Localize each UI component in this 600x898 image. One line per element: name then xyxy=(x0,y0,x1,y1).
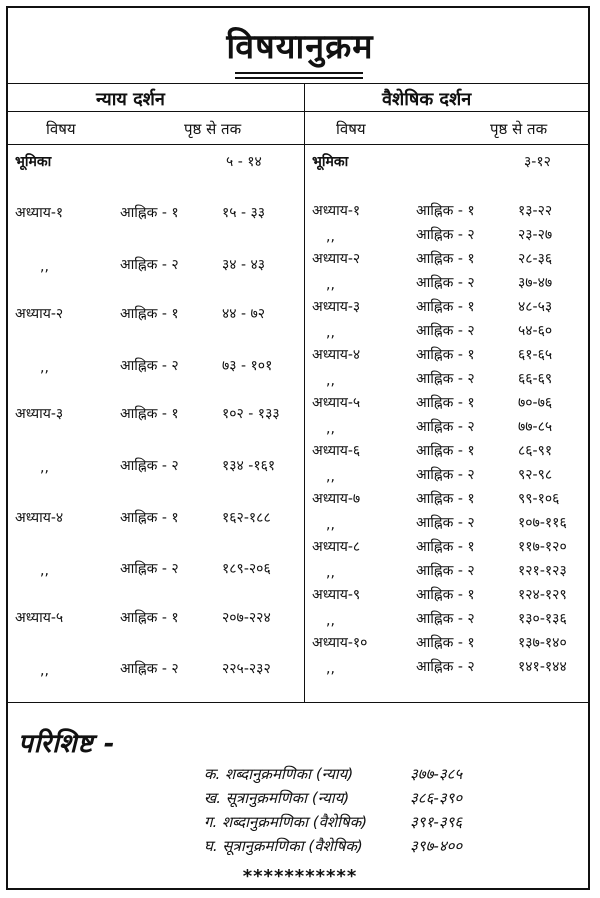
title-underline-bottom xyxy=(235,77,363,79)
vaisheshika-row-10-ahnika: आह्निक - २ xyxy=(416,419,475,435)
vaisheshika-row-17-pages: १२४-१२९ xyxy=(518,587,567,603)
vaisheshika-row-12-ahnika: आह्निक - २ xyxy=(416,467,475,483)
nyaya-row-8-adhyaya: ,, xyxy=(40,563,49,579)
vaisheshika-row-13-adhyaya: अध्याय-७ xyxy=(312,491,361,507)
nyaya-heading: न्याय दर्शन xyxy=(96,89,165,110)
title-underline-top xyxy=(235,72,363,74)
nyaya-row-6-adhyaya: ,, xyxy=(40,460,49,476)
footer-stars: *********** xyxy=(242,866,358,887)
vaisheshika-row-8-ahnika: आह्निक - २ xyxy=(416,371,475,387)
column-heading-rule xyxy=(8,144,588,145)
appendix-item-3-pages: ३९७-४०० xyxy=(410,837,463,855)
nyaya-col-pages: पृष्ठ से तक xyxy=(184,120,242,138)
vaisheshika-row-17-ahnika: आह्निक - १ xyxy=(416,587,475,603)
vaisheshika-row-19-adhyaya: अध्याय-१० xyxy=(312,635,368,651)
nyaya-row-5-ahnika: आह्निक - १ xyxy=(120,406,179,422)
vaisheshika-row-5-ahnika: आह्निक - १ xyxy=(416,299,475,315)
nyaya-row-1-ahnika: आह्निक - १ xyxy=(120,205,179,221)
nyaya-row-6-pages: १३४ -१६१ xyxy=(222,458,276,474)
nyaya-row-4-pages: ७३ - १०१ xyxy=(222,358,273,374)
vaisheshika-row-5-pages: ४८-५३ xyxy=(518,299,553,315)
appendix-item-3-name: घ. सूत्रानुक्रमणिका (वैशेषिक) xyxy=(204,837,363,855)
vaisheshika-heading: वैशेषिक दर्शन xyxy=(382,89,472,110)
vaisheshika-row-11-pages: ८६-९१ xyxy=(518,443,553,459)
appendix-item-2-pages: ३९१-३९६ xyxy=(410,813,463,831)
vaisheshika-row-1-ahnika: आह्निक - १ xyxy=(416,203,475,219)
vaisheshika-row-1-pages: १३-२२ xyxy=(518,203,553,219)
nyaya-row-9-adhyaya: अध्याय-५ xyxy=(15,610,64,626)
nyaya-row-10-pages: २२५-२३२ xyxy=(222,661,271,677)
nyaya-row-6-ahnika: आह्निक - २ xyxy=(120,458,179,474)
nyaya-row-8-ahnika: आह्निक - २ xyxy=(120,561,179,577)
vaisheshika-row-17-adhyaya: अध्याय-९ xyxy=(312,587,361,603)
nyaya-row-7-adhyaya: अध्याय-४ xyxy=(15,510,64,526)
nyaya-row-4-ahnika: आह्निक - २ xyxy=(120,358,179,374)
vaisheshika-row-0-pages: ३-१२ xyxy=(524,154,551,170)
nyaya-row-3-ahnika: आह्निक - १ xyxy=(120,306,179,322)
vaisheshika-row-15-pages: ११७-१२० xyxy=(518,539,567,555)
appendix-item-2-name: ग. शब्दानुक्रमणिका (वैशेषिक) xyxy=(204,813,368,831)
vaisheshika-row-6-adhyaya: ,, xyxy=(326,325,335,341)
appendix-item-1-name: ख. सूत्रानुक्रमणिका (न्याय) xyxy=(204,789,350,807)
vaisheshika-row-12-pages: ९२-९८ xyxy=(518,467,553,483)
nyaya-row-7-ahnika: आह्निक - १ xyxy=(120,510,179,526)
nyaya-row-0-pages: ५ - १४ xyxy=(226,154,262,170)
vaisheshika-row-4-ahnika: आह्निक - २ xyxy=(416,275,475,291)
vaisheshika-row-9-adhyaya: अध्याय-५ xyxy=(312,395,361,411)
nyaya-row-3-pages: ४४ - ७२ xyxy=(222,306,266,322)
appendix-item-0-pages: ३७७-३८५ xyxy=(410,765,463,783)
vaisheshika-row-18-ahnika: आह्निक - २ xyxy=(416,611,475,627)
vaisheshika-row-2-pages: २३-२७ xyxy=(518,227,553,243)
vaisheshika-row-12-adhyaya: ,, xyxy=(326,469,335,485)
nyaya-row-4-adhyaya: ,, xyxy=(40,360,49,376)
nyaya-col-subject: विषय xyxy=(46,120,76,138)
table-bottom-rule xyxy=(8,702,588,703)
nyaya-row-5-adhyaya: अध्याय-३ xyxy=(15,406,64,422)
vaisheshika-row-14-adhyaya: ,, xyxy=(326,517,335,533)
nyaya-row-8-pages: १८९-२०६ xyxy=(222,561,271,577)
vaisheshika-row-14-pages: १०७-११६ xyxy=(518,515,567,531)
vaisheshika-row-3-pages: २८-३६ xyxy=(518,251,553,267)
vaisheshika-row-20-pages: १४१-१४४ xyxy=(518,659,567,675)
vaisheshika-row-18-adhyaya: ,, xyxy=(326,613,335,629)
vaisheshika-row-7-ahnika: आह्निक - १ xyxy=(416,347,475,363)
nyaya-row-7-pages: १६२-१८८ xyxy=(222,510,271,526)
vaisheshika-row-7-adhyaya: अध्याय-४ xyxy=(312,347,361,363)
vaisheshika-row-6-pages: ५४-६० xyxy=(518,323,553,339)
vaisheshika-col-pages: पृष्ठ से तक xyxy=(490,120,548,138)
column-divider xyxy=(304,83,305,702)
vaisheshika-row-3-ahnika: आह्निक - १ xyxy=(416,251,475,267)
appendix-title: परिशिष्ट - xyxy=(18,729,116,759)
nyaya-row-1-adhyaya: अध्याय-१ xyxy=(15,205,64,221)
vaisheshika-row-16-adhyaya: ,, xyxy=(326,565,335,581)
vaisheshika-row-10-adhyaya: ,, xyxy=(326,421,335,437)
vaisheshika-row-6-ahnika: आह्निक - २ xyxy=(416,323,475,339)
nyaya-row-3-adhyaya: अध्याय-२ xyxy=(15,306,64,322)
vaisheshika-row-19-ahnika: आह्निक - १ xyxy=(416,635,475,651)
vaisheshika-row-7-pages: ६१-६५ xyxy=(518,347,553,363)
vaisheshika-row-4-adhyaya: ,, xyxy=(326,277,335,293)
vaisheshika-row-2-adhyaya: ,, xyxy=(326,229,335,245)
vaisheshika-row-8-pages: ६६-६९ xyxy=(518,371,553,387)
appendix-item-1-pages: ३८६-३९० xyxy=(410,789,463,807)
vaisheshika-row-11-adhyaya: अध्याय-६ xyxy=(312,443,361,459)
vaisheshika-row-15-adhyaya: अध्याय-८ xyxy=(312,539,361,555)
nyaya-row-2-pages: ३४ - ४३ xyxy=(222,257,266,273)
vaisheshika-row-18-pages: १३०-१३६ xyxy=(518,611,567,627)
vaisheshika-row-11-ahnika: आह्निक - १ xyxy=(416,443,475,459)
vaisheshika-row-20-adhyaya: ,, xyxy=(326,661,335,677)
vaisheshika-row-15-ahnika: आह्निक - १ xyxy=(416,539,475,555)
appendix-item-0-name: क. शब्दानुक्रमणिका (न्याय) xyxy=(204,765,354,783)
vaisheshika-row-14-ahnika: आह्निक - २ xyxy=(416,515,475,531)
nyaya-row-2-adhyaya: ,, xyxy=(40,259,49,275)
vaisheshika-row-16-pages: १२१-१२३ xyxy=(518,563,567,579)
vaisheshika-row-19-pages: १३७-१४० xyxy=(518,635,567,651)
vaisheshika-row-4-pages: ३७-४७ xyxy=(518,275,553,291)
nyaya-row-10-adhyaya: ,, xyxy=(40,663,49,679)
nyaya-row-5-pages: १०२ - १३३ xyxy=(222,406,280,422)
nyaya-row-0-adhyaya: भूमिका xyxy=(15,154,52,170)
vaisheshika-row-2-ahnika: आह्निक - २ xyxy=(416,227,475,243)
vaisheshika-row-20-ahnika: आह्निक - २ xyxy=(416,659,475,675)
page-title: विषयानुक्रम xyxy=(226,27,374,67)
vaisheshika-row-8-adhyaya: ,, xyxy=(326,373,335,389)
vaisheshika-col-subject: विषय xyxy=(336,120,366,138)
vaisheshika-row-10-pages: ७७-८५ xyxy=(518,419,553,435)
vaisheshika-row-3-adhyaya: अध्याय-२ xyxy=(312,251,361,267)
nyaya-row-2-ahnika: आह्निक - २ xyxy=(120,257,179,273)
vaisheshika-row-0-adhyaya: भूमिका xyxy=(312,154,349,170)
vaisheshika-row-16-ahnika: आह्निक - २ xyxy=(416,563,475,579)
vaisheshika-row-13-ahnika: आह्निक - १ xyxy=(416,491,475,507)
header-top-rule xyxy=(8,83,588,84)
nyaya-row-1-pages: १५ - ३३ xyxy=(222,205,266,221)
vaisheshika-row-1-adhyaya: अध्याय-१ xyxy=(312,203,361,219)
nyaya-row-10-ahnika: आह्निक - २ xyxy=(120,661,179,677)
section-heading-rule xyxy=(8,111,588,112)
vaisheshika-row-5-adhyaya: अध्याय-३ xyxy=(312,299,361,315)
nyaya-row-9-pages: २०७-२२४ xyxy=(222,610,271,626)
vaisheshika-row-9-pages: ७०-७६ xyxy=(518,395,553,411)
vaisheshika-row-9-ahnika: आह्निक - १ xyxy=(416,395,475,411)
nyaya-row-9-ahnika: आह्निक - १ xyxy=(120,610,179,626)
vaisheshika-row-13-pages: ९९-१०६ xyxy=(518,491,560,507)
